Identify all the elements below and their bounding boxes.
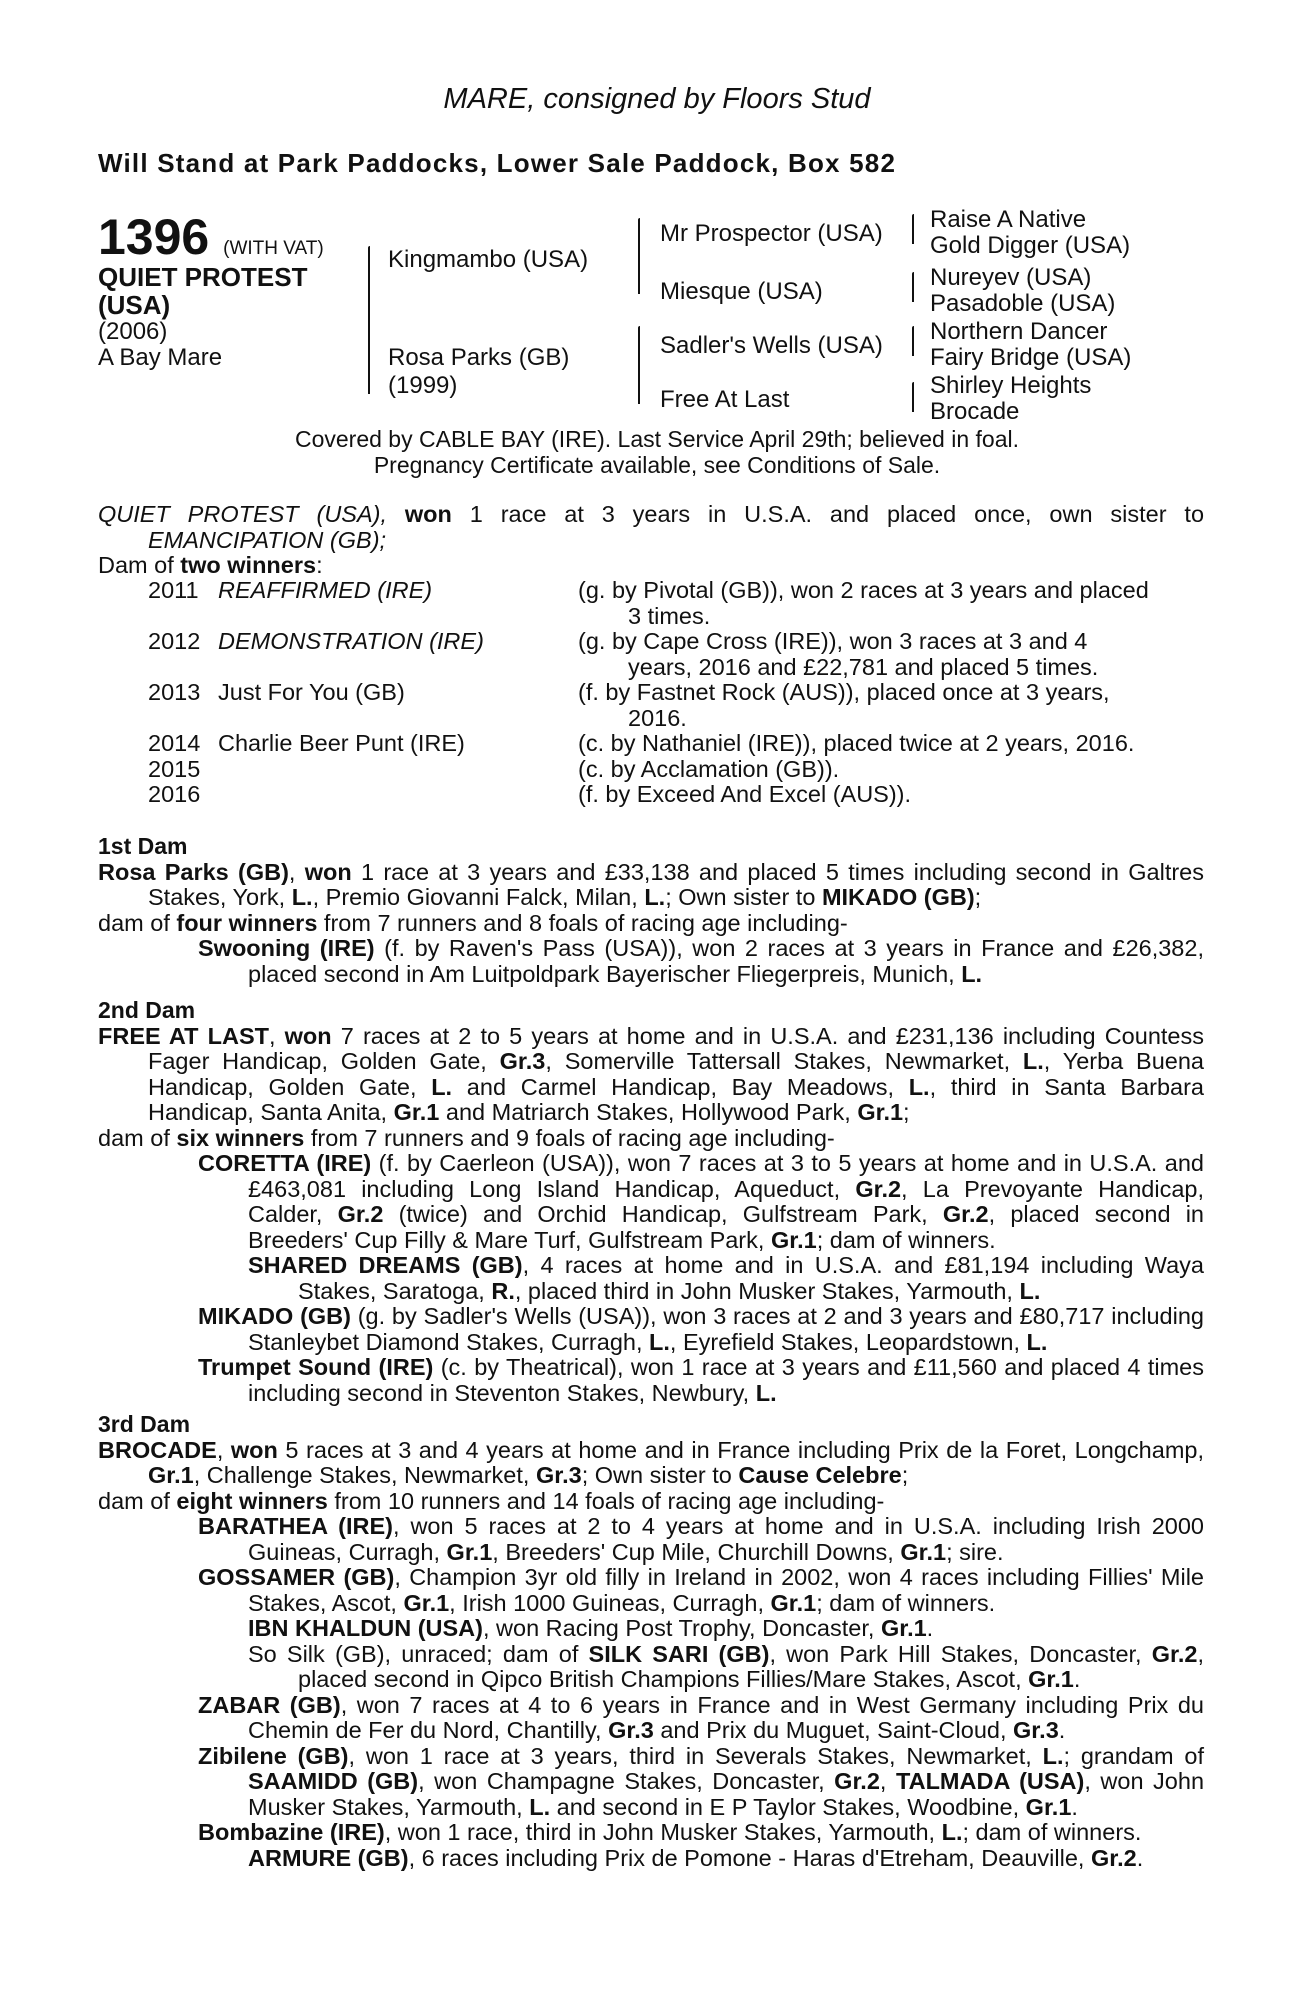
- t: R.: [491, 1277, 515, 1304]
- t: L.: [291, 884, 313, 910]
- t: FREE AT LAST: [98, 1022, 269, 1049]
- t: Gr.1: [1025, 1793, 1072, 1820]
- t: Gr.3: [1013, 1717, 1059, 1743]
- progeny-name: Just For You (GB): [218, 679, 405, 705]
- t: won: [230, 1436, 278, 1463]
- t: .: [1073, 1666, 1081, 1692]
- t: from 7 runners and 9 foals of racing age including-: [304, 1124, 835, 1151]
- t: , won Champagne Stakes, Doncaster,: [418, 1768, 835, 1794]
- t: .: [1136, 1844, 1144, 1871]
- progeny-row: [98, 731, 1208, 757]
- progeny-name: [200, 757, 558, 783]
- intro-paragraph: [98, 502, 1204, 579]
- t: , won John Musker Stakes, Yarmouth,: [248, 1768, 1205, 1820]
- third-dam-progeny: [98, 1693, 1204, 1744]
- intro-colon: :: [316, 552, 323, 578]
- t: ;: [901, 1462, 909, 1488]
- t: dam of: [98, 909, 177, 936]
- t: ZABAR (GB): [198, 1691, 341, 1718]
- t: , won 5 races at 2 to 4 years at home and in U.S.A. including Irish 2000 Guineas, Curragh,: [248, 1513, 1205, 1565]
- t: , won 1 race, third in John Musker Stakes, Yarmouth,: [384, 1819, 942, 1845]
- intro-sister: EMANCIPATION (GB);: [148, 526, 387, 553]
- t: , placed third in John Musker Stakes, Yarmouth,: [514, 1277, 1020, 1304]
- t: Gr.1: [770, 1589, 817, 1616]
- covered-line-1: Covered by CABLE BAY (IRE). Last Service April 29th; believed in foal.: [294, 426, 1019, 452]
- covered-line-2: Pregnancy Certificate available, see Conditions of Sale.: [373, 452, 941, 478]
- stand-location: Will Stand at Park Paddocks, Lower Sale Paddock, Box 582: [98, 148, 897, 178]
- first-dam-text: [98, 860, 1204, 911]
- progeny-row: [98, 629, 1208, 680]
- t: and Carmel Handicap, Bay Meadows,: [452, 1073, 909, 1100]
- third-dam-progeny: [98, 1744, 1204, 1821]
- third-dam-progeny: [98, 1514, 1204, 1565]
- progeny-desc: [558, 757, 1208, 783]
- progeny-year: 2013: [148, 679, 201, 705]
- t: 7 races at 2 to 5 years at home and in U.S.A. and £231,136 including Countess Fager Handicap, Golden Gate,: [148, 1022, 1204, 1074]
- t: L.: [961, 960, 983, 987]
- progeny-desc-2: 2016.: [628, 704, 687, 731]
- pedigree-brace-3b: [912, 272, 914, 302]
- progeny-row: [98, 782, 1208, 808]
- sss: Raise A Native: [930, 206, 1087, 233]
- t: Cause Celebre: [738, 1462, 902, 1488]
- t: L.: [431, 1073, 453, 1100]
- t: Gr.3: [535, 1462, 582, 1488]
- progeny-desc: [558, 629, 1208, 680]
- t: L.: [908, 1073, 930, 1100]
- t: from 10 runners and 14 foals of racing age including-: [327, 1487, 885, 1514]
- t: won: [304, 858, 352, 885]
- second-dam-text: FREE AT LAST, won 7 races at 2 to 5 years at home and in U.S.A. and £231,136 including Countess Fager Handicap, Golden Gate, Gr.3, Somerville Tattersall Stakes, Newmarket, L., Yerba Buena Handicap, Golden Gate, L. and Carmel Handicap, Bay Meadows, L., third in Santa Barbara Handicap, Santa Anita, Gr.1 and Matriarch Stakes, Hollywood Park, Gr.1;: [98, 1022, 1204, 1125]
- t: Gr.3: [608, 1717, 654, 1743]
- t: Trumpet Sound (IRE): [198, 1354, 434, 1380]
- dam-dam: Free At Last: [660, 386, 790, 413]
- progeny-desc-1: (c. by Nathaniel (IRE)), placed twice at 2 years, 2016.: [578, 730, 1135, 756]
- horse-year: (2006): [98, 318, 168, 345]
- t: , won Racing Post Trophy, Doncaster,: [482, 1615, 881, 1641]
- t: L.: [941, 1819, 963, 1845]
- t: won: [284, 1022, 332, 1049]
- pedigree-brace-2a: [638, 218, 640, 294]
- t: .: [1058, 1717, 1066, 1743]
- t: Gr.1: [1028, 1666, 1074, 1692]
- t: CORETTA (IRE): [198, 1150, 372, 1176]
- t: Gr.2: [834, 1768, 880, 1794]
- second-dam-grand-progeny: [98, 1253, 1204, 1304]
- t: , Breeders' Cup Mile, Churchill Downs,: [492, 1538, 901, 1565]
- first-dam-section: [98, 834, 1204, 987]
- intro-horse-name: QUIET PROTEST (USA),: [98, 501, 388, 527]
- sdd: Pasadoble (USA): [930, 290, 1116, 317]
- t: , won 1 race at 3 years, third in Severals Stakes, Newmarket,: [348, 1742, 1043, 1769]
- pedigree-brace-3d: [912, 382, 914, 412]
- t: , 4 races at home and in U.S.A. and £81,194 including Waya Stakes, Saratoga,: [298, 1252, 1205, 1304]
- t: , Irish 1000 Guineas, Curragh,: [449, 1589, 771, 1616]
- t: ; Own sister to: [581, 1462, 739, 1488]
- t: (twice) and Orchid Handicap, Gulfstream Park,: [383, 1201, 943, 1227]
- t: , La Prevoyante Handicap, Calder,: [248, 1175, 1205, 1227]
- t: .: [1071, 1793, 1078, 1820]
- t: BROCADE: [98, 1436, 217, 1463]
- ssd: Gold Digger (USA): [930, 232, 1131, 259]
- t: L.: [649, 1328, 670, 1355]
- second-dam-progeny: [98, 1151, 1204, 1253]
- t: L.: [755, 1379, 777, 1406]
- t: Gr.2: [855, 1175, 902, 1202]
- lot-number: [98, 208, 324, 266]
- horse-name: QUIET PROTEST: [98, 262, 308, 292]
- t: , Premio Giovanni Falck, Milan,: [312, 884, 645, 910]
- progeny-year: 2011: [148, 577, 199, 603]
- t: (g. by Sadler's Wells (USA)), won 3 races at 2 and 3 years and £80,717 including Stanleybet Diamond Stakes, Curragh,: [248, 1303, 1204, 1355]
- sire: Kingmambo (USA): [388, 246, 589, 273]
- t: L.: [1042, 1742, 1064, 1769]
- third-dam-grand-progeny: [98, 1642, 1204, 1693]
- progeny-desc: [558, 731, 1208, 757]
- second-dam-damof: [98, 1126, 1204, 1152]
- t: Gr.1: [880, 1615, 927, 1641]
- t: dam of: [98, 1487, 177, 1514]
- progeny-desc: [558, 782, 1208, 808]
- horse-desc: A Bay Mare: [98, 344, 223, 371]
- pedigree-brace-3c: [912, 326, 914, 356]
- dam-year: (1999): [388, 372, 458, 399]
- progeny-year: 2015: [148, 755, 201, 782]
- progeny-year: 2016: [148, 781, 201, 807]
- third-dam-progeny: [98, 1565, 1204, 1616]
- dds: Shirley Heights: [930, 372, 1092, 399]
- t: BARATHEA (IRE): [198, 1513, 393, 1539]
- progeny-desc-2: years, 2016 and £22,781 and placed 5 times.: [628, 653, 1099, 680]
- intro-damof-text: Dam of: [98, 552, 174, 578]
- t: , Challenge Stakes, Newmarket,: [193, 1462, 536, 1488]
- t: ; Own sister to: [665, 884, 822, 910]
- t: ARMURE (GB): [248, 1844, 409, 1871]
- t: Gr.1: [770, 1226, 817, 1253]
- t: ; sire.: [946, 1538, 1004, 1565]
- progeny-desc-2: 3 times.: [628, 602, 711, 629]
- dam-name: Rosa Parks (GB): [98, 858, 289, 885]
- t: L.: [644, 884, 666, 910]
- progeny-year: 2014: [148, 730, 201, 756]
- t: ;: [974, 884, 982, 910]
- progeny-desc-1: (g. by Cape Cross (IRE)), won 3 races at 3 and 4: [578, 628, 1088, 654]
- t: Gr.1: [403, 1589, 450, 1616]
- t: .: [926, 1615, 934, 1641]
- progeny-name: [200, 782, 558, 808]
- t: Gr.2: [337, 1201, 384, 1227]
- t: L.: [1019, 1277, 1041, 1304]
- t: , Champion 3yr old filly in Ireland in 2002, won 4 races including Fillies' Mile Stakes, Ascot,: [248, 1564, 1204, 1616]
- sire-sire: Mr Prospector (USA): [660, 220, 883, 247]
- t: , Yerba Buena Handicap, Golden Gate,: [148, 1048, 1204, 1100]
- third-dam-damof: [98, 1489, 1204, 1515]
- t: Gr.1: [446, 1538, 493, 1565]
- dam-sire: Sadler's Wells (USA): [660, 332, 883, 359]
- page-header: MARE, consigned by Floors Stud: [443, 83, 871, 115]
- third-dam-progeny: [98, 1820, 1204, 1846]
- t: Gr.3: [499, 1048, 546, 1074]
- horse-country: (USA): [98, 290, 171, 320]
- t: GOSSAMER (GB): [198, 1564, 395, 1590]
- intro-text: 1 race at 3 years in U.S.A. and placed once, own sister to: [469, 501, 1205, 527]
- pedigree-brace-3a: [912, 214, 914, 244]
- sire-dam: Miesque (USA): [660, 278, 823, 305]
- progeny-desc: [558, 680, 1208, 731]
- vat-label: (WITH VAT): [223, 238, 324, 259]
- t: SHARED DREAMS (GB): [248, 1252, 523, 1278]
- t: , third in Santa Barbara Handicap, Santa Anita,: [148, 1073, 1204, 1125]
- t: , Somerville Tattersall Stakes, Newmarket,: [545, 1048, 1023, 1074]
- pedigree-brace-2b: [638, 326, 640, 404]
- t: MIKADO (GB): [821, 884, 975, 910]
- t: TALMADA (USA): [895, 1768, 1085, 1794]
- t: Gr.1: [857, 1099, 904, 1125]
- third-dam-section: [98, 1412, 1204, 1871]
- progeny-desc-1: (c. by Acclamation (GB)).: [578, 755, 840, 782]
- ddd: Brocade: [930, 398, 1020, 425]
- t: , placed second in Qipco British Champions Fillies/Mare Stakes, Ascot,: [298, 1640, 1205, 1692]
- t: ;: [903, 1099, 910, 1125]
- first-dam-damof: [98, 911, 1204, 937]
- third-dam-grand-progeny: [98, 1616, 1204, 1642]
- t: IBN KHALDUN (USA): [248, 1615, 483, 1641]
- progeny-row: [98, 578, 1208, 629]
- t: ; dam of winners.: [816, 1226, 996, 1253]
- t: Gr.2: [942, 1201, 989, 1227]
- dam: Rosa Parks (GB): [388, 344, 570, 371]
- t: and second in E P Taylor Stakes, Woodbine,: [550, 1793, 1026, 1820]
- second-dam-progeny: [98, 1355, 1204, 1406]
- t: MIKADO (GB): [198, 1303, 351, 1329]
- progeny-desc-1: (f. by Exceed And Excel (AUS)).: [578, 781, 912, 807]
- t: , Eyrefield Stakes, Leopardstown,: [669, 1328, 1027, 1355]
- second-dam-section: [98, 998, 1204, 1406]
- t: Swooning (IRE): [198, 935, 375, 961]
- t: Gr.1: [148, 1462, 194, 1488]
- t: Gr.2: [1090, 1844, 1137, 1871]
- t: , 6 races including Prix de Pomone - Haras d'Etreham, Deauville,: [408, 1844, 1091, 1871]
- t: (c. by Theatrical), won 1 race at 3 years and £11,560 and placed 4 times including second in Steventon Stakes, Newbury,: [248, 1354, 1204, 1406]
- t: , won Park Hill Stakes, Doncaster,: [769, 1640, 1152, 1667]
- second-dam-progeny: [98, 1304, 1204, 1355]
- t: L.: [1022, 1048, 1044, 1074]
- t: 1 race at 3 years and £33,138 and placed 5 times including second in Galtres Stakes, York,: [148, 858, 1204, 910]
- intro-won: won: [404, 501, 452, 527]
- progeny-year: 2012: [148, 628, 201, 654]
- intro-damof: [98, 553, 1204, 579]
- third-dam-grand-progeny: [98, 1846, 1204, 1872]
- second-dam-heading: 2nd Dam: [98, 997, 196, 1023]
- t: L.: [1026, 1328, 1048, 1355]
- t: L.: [529, 1793, 551, 1820]
- t: ; dam of winners.: [962, 1819, 1142, 1845]
- progeny-desc: [558, 578, 1208, 629]
- t: Zibilene (GB): [198, 1742, 349, 1769]
- dss: Northern Dancer: [930, 318, 1108, 345]
- t: ; grandam of: [1063, 1742, 1204, 1769]
- intro-winners: two winners: [180, 552, 317, 578]
- t: six winners: [176, 1124, 305, 1151]
- progeny-desc-1: (g. by Pivotal (GB)), won 2 races at 3 years and placed: [578, 577, 1149, 603]
- dsd: Fairy Bridge (USA): [930, 344, 1132, 371]
- third-dam-text: BROCADE, won 5 races at 3 and 4 years at home and in France including Prix de la Foret, Longchamp, Gr.1, Challenge Stakes, Newmarket, Gr.3; Own sister to Cause Celebre;: [98, 1436, 1204, 1488]
- t: SILK SARI (GB): [588, 1640, 770, 1667]
- lot-number-value: 1396: [98, 209, 210, 265]
- progeny-name: DEMONSTRATION (IRE): [218, 628, 484, 654]
- progeny-row: [98, 757, 1208, 783]
- progeny-row: [98, 680, 1208, 731]
- t: (f. by Raven's Pass (USA)), won 2 races at 3 years in France and £26,382, placed second in Am Luitpoldpark Bayerischer Fliegerpreis, Munich,: [248, 935, 1204, 987]
- progeny-desc-1: (f. by Fastnet Rock (AUS)), placed once at 3 years,: [578, 679, 1110, 705]
- t: SAAMIDD (GB): [248, 1768, 419, 1794]
- first-dam-progeny: [98, 936, 1204, 987]
- t: Bombazine (IRE): [198, 1819, 385, 1845]
- t: dam of: [98, 1124, 177, 1151]
- t: 5 races at 3 and 4 years at home and in France including Prix de la Foret, Longchamp,: [277, 1436, 1204, 1463]
- third-dam-heading: 3rd Dam: [98, 1411, 191, 1437]
- t: (f. by Caerleon (USA)), won 7 races at 3 to 5 years at home and in U.S.A. and £463,081 including Long Island Handicap, Aqueduct,: [248, 1150, 1204, 1202]
- t: So Silk (GB), unraced; dam of: [248, 1640, 589, 1667]
- progeny-name: REAFFIRMED (IRE): [218, 577, 433, 603]
- t: , won 7 races at 4 to 6 years in France and in West Germany including Prix du Chemin de Fer du Nord, Chantilly,: [248, 1691, 1204, 1743]
- progeny-name: Charlie Beer Punt (IRE): [218, 730, 465, 756]
- t: eight winners: [176, 1487, 328, 1514]
- t: Gr.1: [900, 1538, 947, 1565]
- t: ,: [288, 858, 305, 885]
- t: ,: [879, 1768, 896, 1794]
- t: and Prix du Muguet, Saint-Cloud,: [653, 1717, 1014, 1743]
- pedigree-brace-1: [368, 246, 370, 394]
- first-dam-heading: 1st Dam: [98, 833, 188, 859]
- t: from 7 runners and 8 foals of racing age including-: [317, 909, 848, 936]
- t: Gr.2: [1151, 1640, 1198, 1667]
- t: ; dam of winners.: [816, 1589, 996, 1616]
- sds: Nureyev (USA): [930, 264, 1092, 291]
- t: four winners: [176, 909, 318, 936]
- progeny-table: [98, 578, 1208, 808]
- t: Gr.1: [393, 1099, 440, 1125]
- intro-line: [98, 502, 1204, 553]
- t: , placed second in Breeders' Cup Filly & Mare Turf, Gulfstream Park,: [248, 1201, 1205, 1253]
- t: and Matriarch Stakes, Hollywood Park,: [439, 1099, 858, 1125]
